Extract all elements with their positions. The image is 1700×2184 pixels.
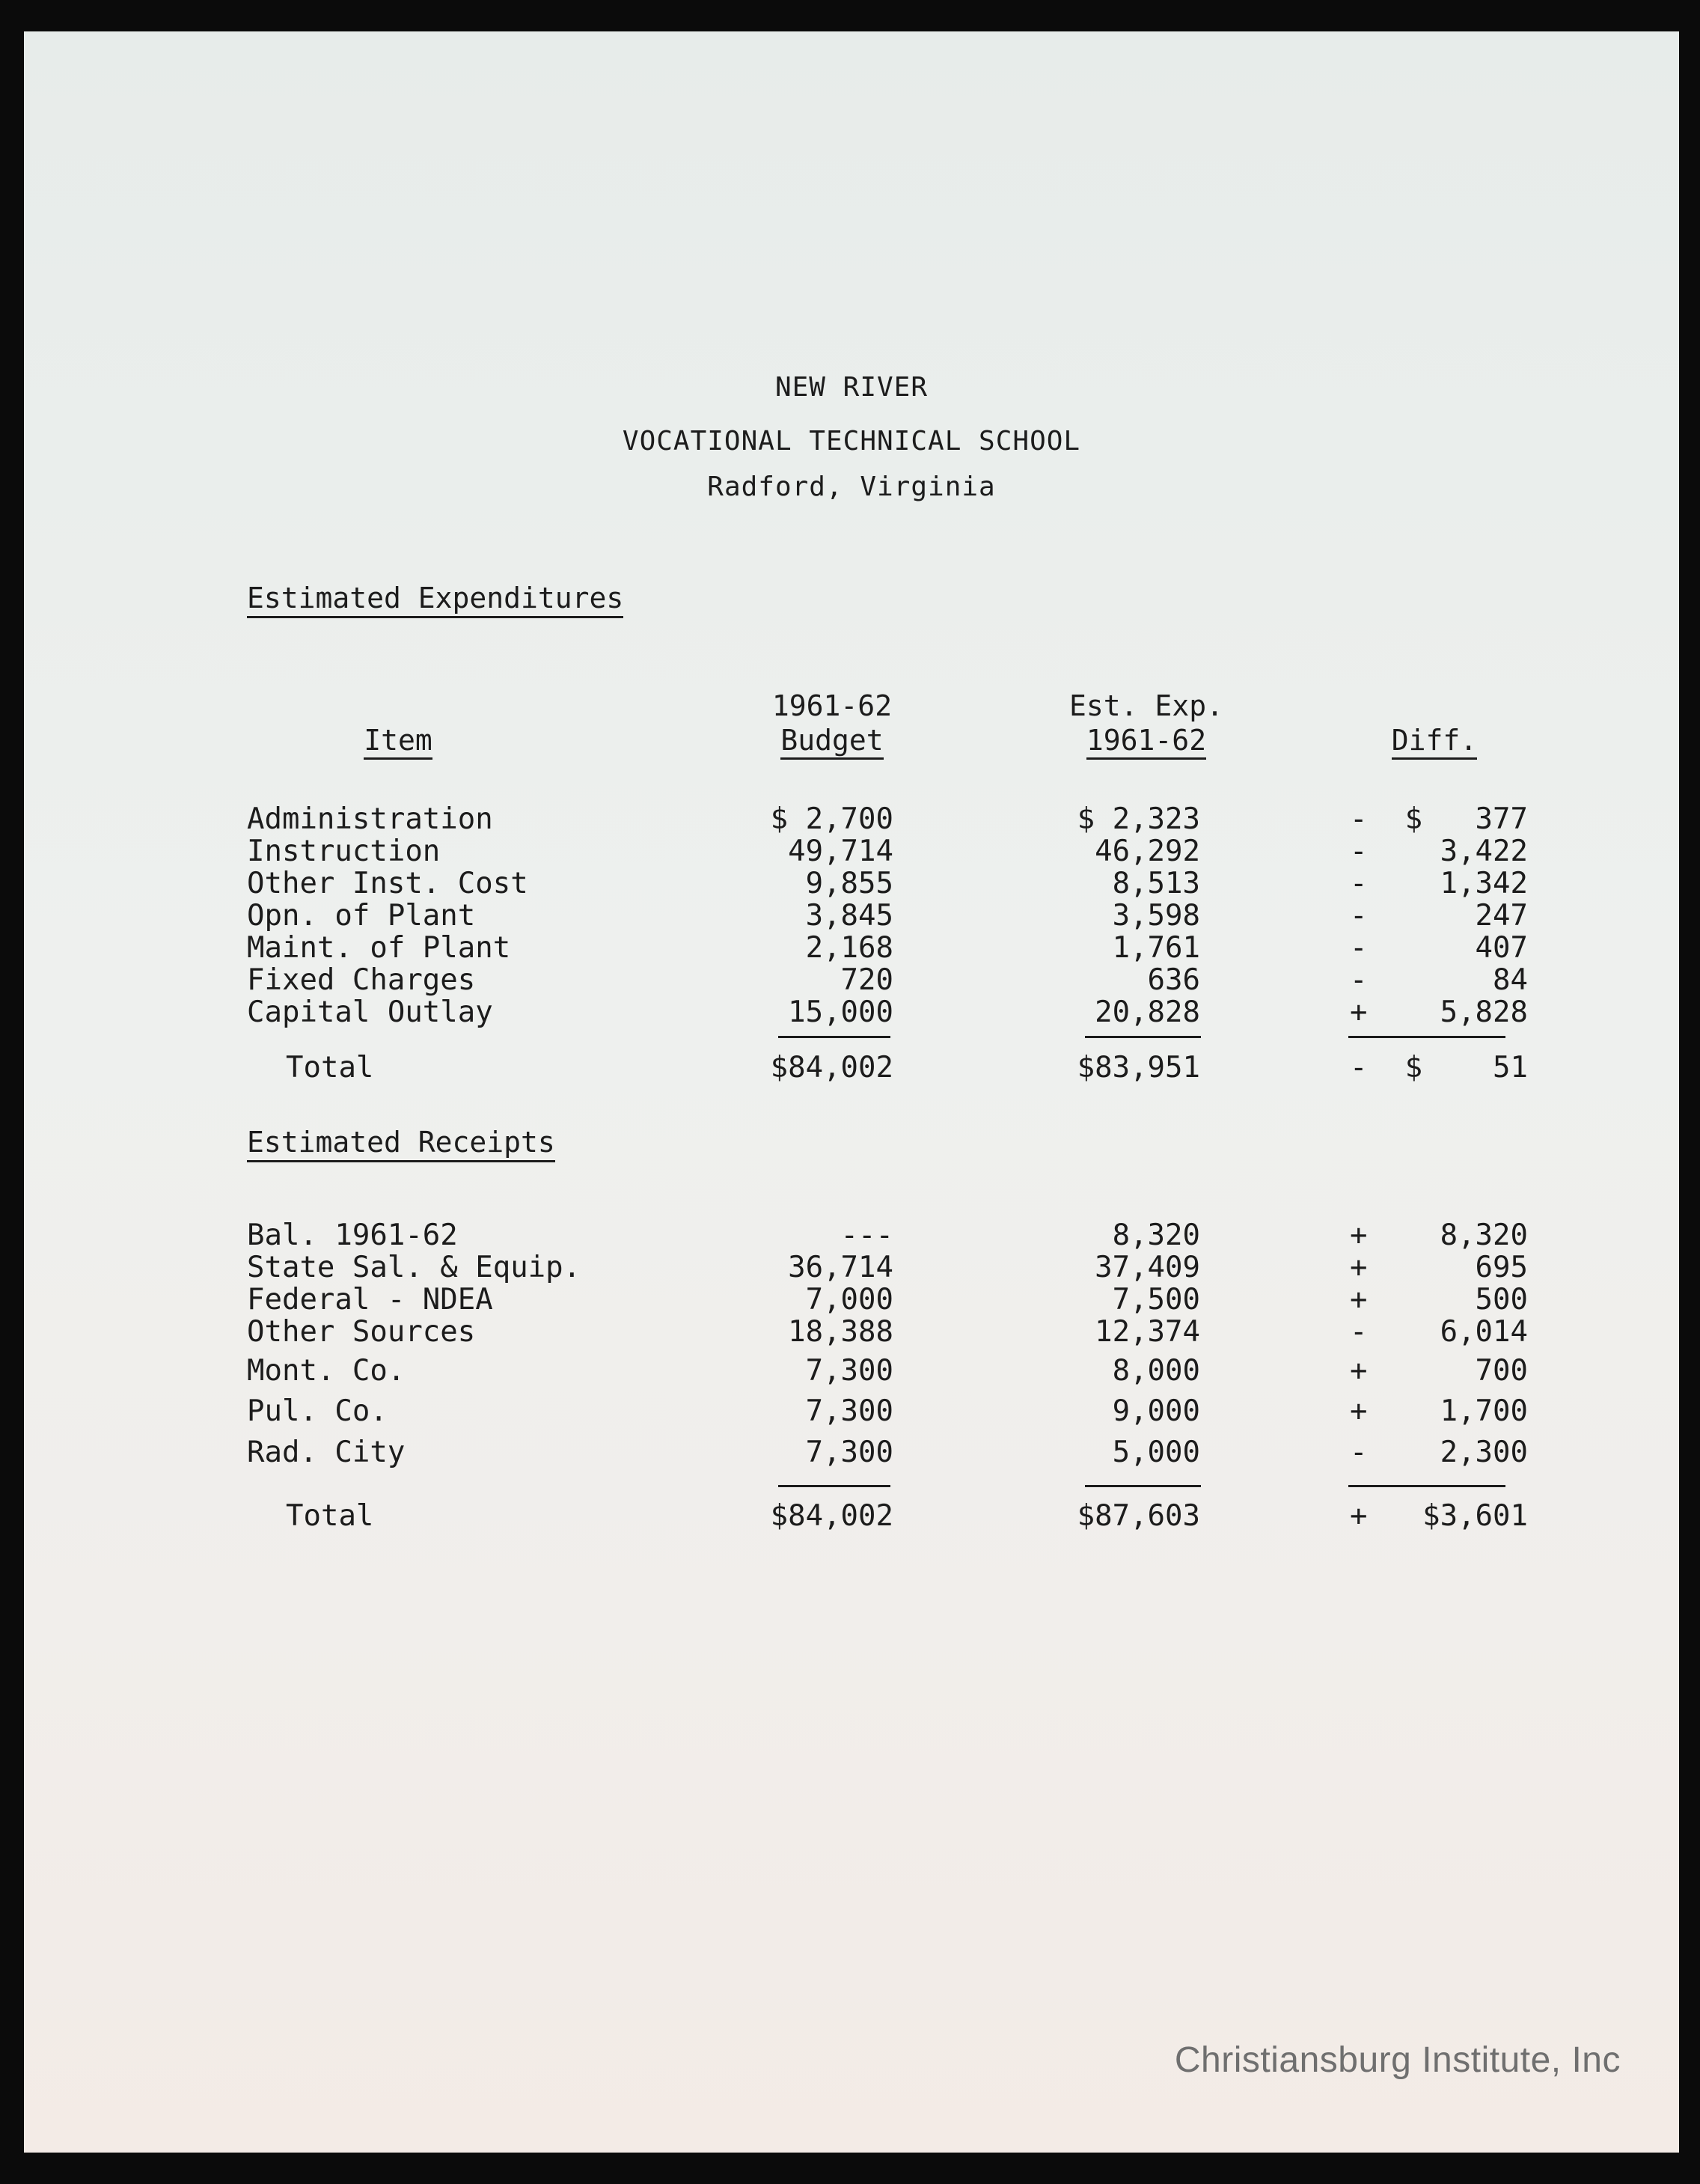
row-sign: - [1350, 1315, 1368, 1349]
row-sign: - [1350, 835, 1368, 868]
watermark: Christiansburg Institute, Inc [1174, 2040, 1621, 2080]
row-label: Federal - NDEA [247, 1283, 493, 1317]
row-estimated: 7,500 [1112, 1283, 1200, 1317]
row-label: Other Inst. Cost [247, 867, 528, 900]
expenditures-title: Estimated Expenditures [247, 582, 623, 618]
school-type: VOCATIONAL TECHNICAL SCHOOL [622, 426, 1081, 457]
table-row [24, 931, 1679, 964]
row-budget: 7,000 [805, 1283, 893, 1317]
table-row [24, 1436, 1679, 1468]
row-estimated: 636 [1147, 963, 1200, 997]
table-row [24, 963, 1679, 996]
total-budget: $84,002 [770, 1499, 893, 1533]
row-label: Administration [247, 802, 493, 836]
row-estimated: 3,598 [1112, 899, 1200, 933]
table-row [24, 835, 1679, 867]
table-row [24, 1315, 1679, 1348]
row-budget: $ 2,700 [770, 802, 893, 836]
row-label: Bal. 1961-62 [247, 1218, 458, 1252]
row-sign: + [1350, 1218, 1368, 1252]
row-sign: - [1350, 931, 1368, 965]
row-label: Fixed Charges [247, 963, 476, 997]
row-diff: 695 [1475, 1251, 1528, 1284]
row-diff: 1,700 [1440, 1394, 1528, 1428]
row-estimated: 12,374 [1095, 1315, 1200, 1349]
expenditures-total-row [24, 1051, 1679, 1084]
row-estimated: 20,828 [1095, 995, 1200, 1029]
school-location: Radford, Virginia [707, 472, 996, 502]
row-sign: + [1350, 995, 1368, 1029]
column-header-estimated: Est. Exp. 1961-62 [1034, 689, 1259, 760]
column-header-budget: 1961-62 Budget [720, 689, 944, 760]
table-row [24, 1354, 1679, 1387]
row-estimated: $ 2,323 [1077, 802, 1200, 836]
row-estimated: 46,292 [1095, 835, 1200, 868]
row-sign: - [1350, 899, 1368, 933]
school-name: NEW RIVER [774, 372, 929, 403]
estimated-subtotal-rule [1085, 1036, 1201, 1038]
row-label: Pul. Co. [247, 1394, 388, 1428]
table-row [24, 1394, 1679, 1427]
table-row [24, 1218, 1679, 1251]
row-label: State Sal. & Equip. [247, 1251, 581, 1284]
total-estimated: $83,951 [1077, 1051, 1200, 1085]
row-budget: 2,168 [805, 931, 893, 965]
row-diff: 84 [1493, 963, 1528, 997]
row-sign: + [1350, 1251, 1368, 1284]
row-diff: 2,300 [1440, 1436, 1528, 1469]
table-row [24, 899, 1679, 932]
table-row [24, 995, 1679, 1028]
row-budget: 720 [840, 963, 893, 997]
row-diff: 6,014 [1440, 1315, 1528, 1349]
receipts-total-row [24, 1499, 1679, 1532]
row-diff: 1,342 [1440, 867, 1528, 900]
total-estimated: $87,603 [1077, 1499, 1200, 1533]
row-budget: 15,000 [788, 995, 893, 1029]
row-budget: 18,388 [788, 1315, 893, 1349]
row-diff: 5,828 [1440, 995, 1528, 1029]
row-budget: --- [840, 1218, 893, 1252]
row-diff: 247 [1475, 899, 1528, 933]
total-label: Total [286, 1051, 374, 1085]
document-page [24, 31, 1679, 2153]
row-budget: 9,855 [805, 867, 893, 900]
row-estimated: 37,409 [1095, 1251, 1200, 1284]
total-diff: $3,601 [1422, 1499, 1528, 1533]
row-diff: 3,422 [1440, 835, 1528, 868]
row-estimated: 9,000 [1112, 1394, 1200, 1428]
row-label: Rad. City [247, 1436, 406, 1469]
row-label: Other Sources [247, 1315, 476, 1349]
total-diff: $ 51 [1404, 1051, 1528, 1085]
diff-subtotal-rule [1348, 1036, 1505, 1038]
row-label: Instruction [247, 835, 441, 868]
row-sign: - [1350, 802, 1368, 836]
receipts-title: Estimated Receipts [247, 1126, 555, 1162]
row-budget: 49,714 [788, 835, 893, 868]
table-row [24, 1251, 1679, 1284]
estimated-subtotal-rule [1085, 1485, 1201, 1487]
table-row [24, 867, 1679, 900]
row-diff: 500 [1475, 1283, 1528, 1317]
budget-subtotal-rule [778, 1036, 890, 1038]
total-budget: $84,002 [770, 1051, 893, 1085]
total-label: Total [286, 1499, 374, 1533]
row-label: Maint. of Plant [247, 931, 511, 965]
row-budget: 3,845 [805, 899, 893, 933]
total-sign: - [1350, 1051, 1368, 1085]
row-sign: + [1350, 1394, 1368, 1428]
row-label: Capital Outlay [247, 995, 493, 1029]
diff-subtotal-rule [1348, 1485, 1505, 1487]
row-budget: 7,300 [805, 1354, 893, 1388]
row-diff: 8,320 [1440, 1218, 1528, 1252]
row-diff: $ 377 [1404, 802, 1528, 836]
row-estimated: 1,761 [1112, 931, 1200, 965]
row-estimated: 8,320 [1112, 1218, 1200, 1252]
row-budget: 7,300 [805, 1436, 893, 1469]
column-header-diff: Diff. [1348, 723, 1520, 760]
row-diff: 407 [1475, 931, 1528, 965]
row-estimated: 5,000 [1112, 1436, 1200, 1469]
budget-subtotal-rule [778, 1485, 890, 1487]
column-header-item: Item [338, 723, 458, 760]
row-diff: 700 [1475, 1354, 1528, 1388]
table-row [24, 802, 1679, 835]
row-budget: 7,300 [805, 1394, 893, 1428]
row-estimated: 8,000 [1112, 1354, 1200, 1388]
row-sign: - [1350, 963, 1368, 997]
row-sign: + [1350, 1283, 1368, 1317]
row-label: Mont. Co. [247, 1354, 406, 1388]
row-sign: + [1350, 1354, 1368, 1388]
row-sign: - [1350, 867, 1368, 900]
row-label: Opn. of Plant [247, 899, 476, 933]
row-estimated: 8,513 [1112, 867, 1200, 900]
row-budget: 36,714 [788, 1251, 893, 1284]
total-sign: + [1350, 1499, 1368, 1533]
row-sign: - [1350, 1436, 1368, 1469]
table-row [24, 1283, 1679, 1316]
